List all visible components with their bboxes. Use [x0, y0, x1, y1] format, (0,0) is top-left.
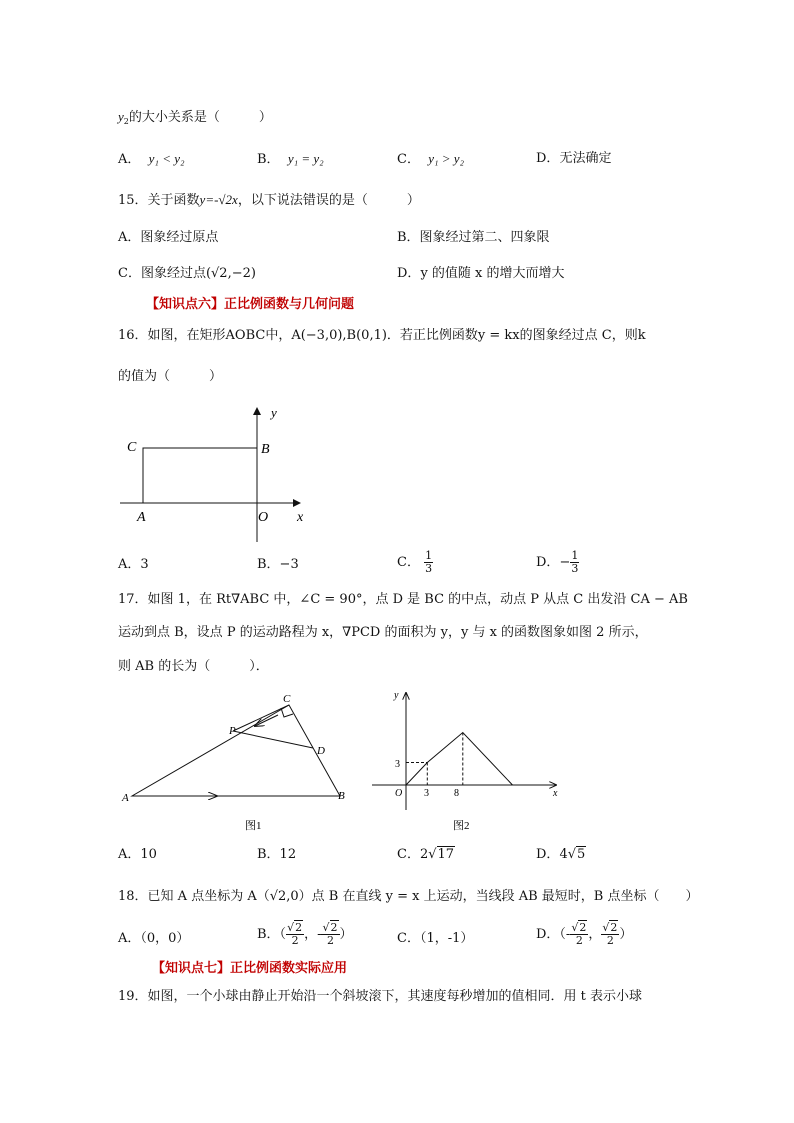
q17-option-b[interactable]: B．12	[257, 847, 297, 862]
q17-graph-label-3y: 3	[395, 759, 400, 770]
q16-label-x: x	[297, 510, 304, 525]
q17-label-p: P	[229, 725, 236, 737]
q16-stem-line1: 16．如图，在矩形AOBC中，A(−3,0),B(0,1)．若正比例函数y = kx的图象经过点 C，则k	[118, 328, 646, 343]
q17-option-a[interactable]: A．10	[118, 847, 157, 862]
q17-segment-pc	[233, 705, 289, 731]
q14-text: 的大小关系是（ ）	[128, 110, 272, 125]
q17-option-d[interactable]: D．4√5	[536, 847, 586, 862]
q16-option-d[interactable]: D．− $\frac{1}{3}$	[536, 549, 579, 575]
q17-stem-line3: 则 AB 的长为（ ）．	[118, 659, 269, 674]
q17-function-graph	[406, 733, 513, 786]
q18-option-b[interactable]: B．（ $\frac{√2}{2}$ ，- $\frac{√2}{2}$ ）	[257, 921, 353, 947]
q17-graph-label-x: x	[553, 788, 558, 799]
q15-formula: y=-√2x	[199, 192, 238, 207]
q14-option-b[interactable]: B． y₁ = y₂	[257, 151, 324, 167]
q18-option-d[interactable]: D．（- $\frac{√2}{2}$ ， $\frac{√2}{2}$ ）	[536, 921, 633, 947]
q18-option-a[interactable]: A．（0，0）	[118, 931, 190, 946]
section-heading-7: 【知识点七】正比例函数实际应用	[152, 961, 348, 976]
q18-stem: 18．已知 A 点坐标为 A（√2,0）点 B 在直线 y = x 上运动，当线段 AB 最短时，B 点坐标（ ）	[118, 889, 699, 904]
q16-stem-line2: 的值为（ ）	[118, 369, 223, 384]
q17-label-c: C	[283, 693, 291, 705]
q16-option-a[interactable]: A．3	[118, 557, 149, 572]
q17-triangle-abc	[132, 705, 340, 796]
q15-option-a[interactable]: A．图象经过原点	[118, 230, 219, 245]
q18-option-c[interactable]: C．（1，-1）	[397, 931, 474, 946]
q17-graph-label-o: O	[395, 788, 403, 799]
q16-label-o: O	[258, 510, 269, 525]
q17-graph-label-3x: 3	[424, 788, 429, 799]
q17-label-b: B	[338, 790, 345, 802]
q14-option-a[interactable]: A． y₁ < y₂	[118, 151, 185, 167]
q15-stem: 15．关于函数y=-√2x，以下说法错误的是（ ）	[118, 192, 420, 208]
section-heading-6: 【知识点六】正比例函数与几何问题	[146, 297, 355, 312]
q15-option-d[interactable]: D．y 的值随 x 的增大而增大	[397, 266, 565, 281]
q17-figure-2	[360, 688, 570, 833]
q17-segment-pd	[233, 731, 313, 748]
q17-label-a: A	[122, 792, 129, 804]
q15-option-c[interactable]: C．图象经过点(√2,−2)	[118, 266, 256, 281]
q14-option-c[interactable]: C． y₁ > y₂	[397, 151, 465, 167]
q16-label-c: C	[127, 440, 137, 455]
q16-option-c[interactable]: C． $\frac{1}{3}$	[397, 549, 433, 575]
q16-label-a: A	[137, 510, 146, 525]
q14-sub: 2	[123, 117, 129, 126]
q17-graph-label-8: 8	[454, 788, 459, 799]
q17-fig1-caption: 图1	[245, 820, 262, 832]
q17-stem-line2: 运动到点 B，设点 P 的运动路程为 x，∇PCD 的面积为 y，y 与 x 的函数图象如图 2 所示，	[118, 625, 648, 640]
q17-graph-label-y: y	[394, 690, 399, 701]
q17-figure-1	[118, 688, 358, 833]
q17-label-d: D	[317, 745, 325, 757]
q17-fig2-caption: 图2	[453, 820, 470, 832]
q14-option-d[interactable]: D．无法确定	[536, 151, 612, 166]
q14-stem-tail	[118, 108, 272, 131]
q19-stem: 19．如图，一个小球由静止开始沿一个斜坡滚下，其速度每秒增加的值相同．用 t 表示小球	[118, 989, 643, 1004]
q16-label-b: B	[261, 442, 270, 457]
q16-figure	[115, 400, 315, 545]
q14-var: y	[118, 109, 124, 124]
q17-stem-line1: 17．如图 1，在 Rt∇ABC 中，∠C = 90°，点 D 是 BC 的中点，动点 P 从点 C 出发沿 CA − AB	[118, 592, 688, 607]
q16-rectangle	[143, 448, 257, 503]
q17-arrow-ca	[255, 715, 278, 726]
q16-option-b[interactable]: B．−3	[257, 557, 299, 572]
q15-option-b[interactable]: B．图象经过第二、四象限	[397, 230, 550, 245]
q16-label-y: y	[271, 405, 277, 420]
q17-option-c[interactable]: C．2√17	[397, 847, 455, 862]
